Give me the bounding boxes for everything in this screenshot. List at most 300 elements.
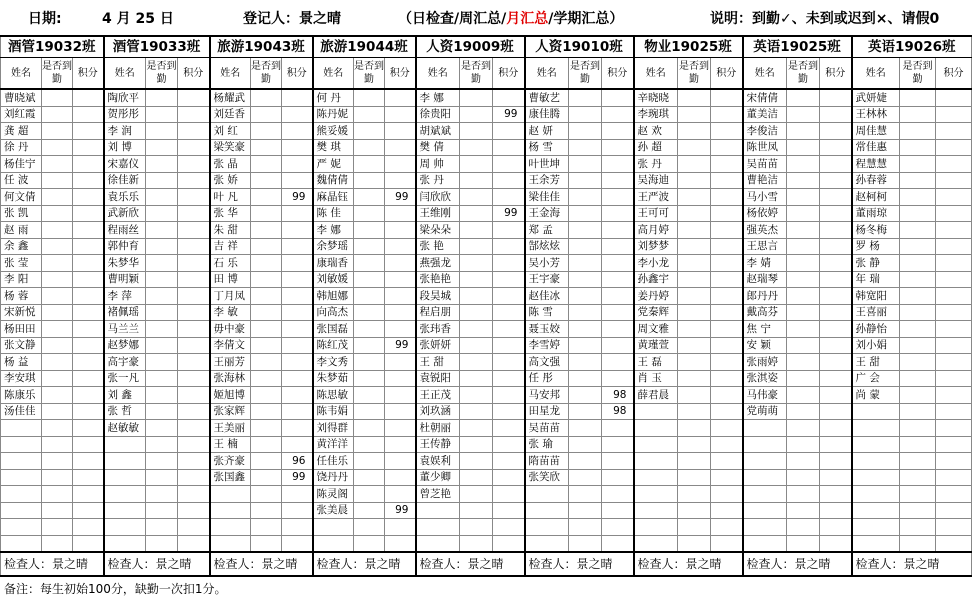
student-name-cell[interactable]: [416, 519, 460, 536]
student-name-cell[interactable]: 董雨琼: [852, 205, 900, 222]
attendance-cell[interactable]: [900, 255, 936, 272]
student-name-cell[interactable]: 袁娱利: [416, 453, 460, 470]
score-cell[interactable]: [936, 535, 972, 552]
score-cell[interactable]: [385, 222, 416, 239]
attendance-cell[interactable]: [678, 453, 711, 470]
score-cell[interactable]: [602, 271, 634, 288]
student-name-cell[interactable]: 王 甜: [416, 354, 460, 371]
student-name-cell[interactable]: 任 彤: [525, 370, 569, 387]
student-name-cell[interactable]: 王 甜: [852, 354, 900, 371]
student-name-cell[interactable]: 广 会: [852, 370, 900, 387]
score-cell[interactable]: [602, 519, 634, 536]
attendance-cell[interactable]: [787, 89, 820, 106]
score-cell[interactable]: [936, 288, 972, 305]
attendance-cell[interactable]: [251, 304, 282, 321]
student-name-cell[interactable]: [525, 535, 569, 552]
attendance-cell[interactable]: [569, 106, 602, 123]
score-cell[interactable]: [73, 238, 104, 255]
attendance-cell[interactable]: [460, 420, 493, 437]
attendance-cell[interactable]: [569, 519, 602, 536]
score-cell[interactable]: [711, 139, 743, 156]
attendance-cell[interactable]: [678, 89, 711, 106]
score-cell[interactable]: [73, 403, 104, 420]
score-cell[interactable]: [493, 354, 525, 371]
student-name-cell[interactable]: [743, 519, 787, 536]
attendance-cell[interactable]: [787, 123, 820, 140]
score-cell[interactable]: [711, 106, 743, 123]
student-name-cell[interactable]: 梁朵朵: [416, 222, 460, 239]
attendance-cell[interactable]: [251, 106, 282, 123]
score-cell[interactable]: [820, 255, 852, 272]
student-name-cell[interactable]: [743, 469, 787, 486]
student-name-cell[interactable]: 赵敏敏: [104, 420, 146, 437]
attendance-cell[interactable]: [900, 123, 936, 140]
score-cell[interactable]: [73, 304, 104, 321]
score-cell[interactable]: [493, 238, 525, 255]
student-name-cell[interactable]: [634, 420, 678, 437]
student-name-cell[interactable]: 王喜丽: [852, 304, 900, 321]
attendance-cell[interactable]: [900, 436, 936, 453]
score-cell[interactable]: [493, 156, 525, 173]
attendance-cell[interactable]: [146, 271, 178, 288]
score-cell[interactable]: [73, 89, 104, 106]
score-cell[interactable]: [282, 354, 313, 371]
attendance-cell[interactable]: [569, 222, 602, 239]
student-name-cell[interactable]: [634, 403, 678, 420]
attendance-cell[interactable]: [354, 205, 385, 222]
score-cell[interactable]: [282, 106, 313, 123]
student-name-cell[interactable]: [1, 436, 42, 453]
attendance-cell[interactable]: [569, 288, 602, 305]
student-name-cell[interactable]: [104, 519, 146, 536]
student-name-cell[interactable]: 杜朝丽: [416, 420, 460, 437]
score-cell[interactable]: [936, 337, 972, 354]
score-cell[interactable]: [602, 189, 634, 206]
student-name-cell[interactable]: 赵 妍: [525, 123, 569, 140]
attendance-cell[interactable]: [678, 238, 711, 255]
student-name-cell[interactable]: 张妍妍: [416, 337, 460, 354]
score-cell[interactable]: [936, 502, 972, 519]
score-cell[interactable]: [602, 304, 634, 321]
score-cell[interactable]: [493, 271, 525, 288]
score-cell[interactable]: [178, 321, 210, 338]
score-cell[interactable]: [936, 370, 972, 387]
student-name-cell[interactable]: 赵佳冰: [525, 288, 569, 305]
student-name-cell[interactable]: [634, 453, 678, 470]
attendance-cell[interactable]: [678, 486, 711, 503]
attendance-cell[interactable]: [900, 453, 936, 470]
score-cell[interactable]: [282, 337, 313, 354]
score-cell[interactable]: [820, 304, 852, 321]
student-name-cell[interactable]: [852, 486, 900, 503]
attendance-cell[interactable]: [460, 337, 493, 354]
attendance-cell[interactable]: [146, 238, 178, 255]
attendance-cell[interactable]: [787, 387, 820, 404]
attendance-cell[interactable]: [678, 189, 711, 206]
score-cell[interactable]: [282, 156, 313, 173]
attendance-cell[interactable]: [354, 106, 385, 123]
student-name-cell[interactable]: 刘红霞: [1, 106, 42, 123]
student-name-cell[interactable]: 曹明颖: [104, 271, 146, 288]
score-cell[interactable]: [73, 106, 104, 123]
attendance-cell[interactable]: [900, 535, 936, 552]
student-name-cell[interactable]: [634, 469, 678, 486]
student-name-cell[interactable]: 李 润: [104, 123, 146, 140]
attendance-cell[interactable]: [146, 337, 178, 354]
student-name-cell[interactable]: 张 哲: [104, 403, 146, 420]
attendance-cell[interactable]: [354, 123, 385, 140]
attendance-cell[interactable]: [146, 189, 178, 206]
attendance-cell[interactable]: [460, 139, 493, 156]
score-cell[interactable]: [282, 304, 313, 321]
score-cell[interactable]: [385, 205, 416, 222]
score-cell[interactable]: [493, 172, 525, 189]
attendance-cell[interactable]: [787, 469, 820, 486]
student-name-cell[interactable]: 吴小芳: [525, 255, 569, 272]
student-name-cell[interactable]: 李 娜: [313, 222, 354, 239]
student-name-cell[interactable]: 张 凯: [1, 205, 42, 222]
attendance-cell[interactable]: [354, 189, 385, 206]
attendance-cell[interactable]: [678, 420, 711, 437]
score-cell[interactable]: [178, 420, 210, 437]
attendance-cell[interactable]: [678, 337, 711, 354]
attendance-cell[interactable]: [460, 535, 493, 552]
attendance-cell[interactable]: [42, 222, 73, 239]
student-name-cell[interactable]: 李俊洁: [743, 123, 787, 140]
score-cell[interactable]: [385, 139, 416, 156]
student-name-cell[interactable]: 叶世坤: [525, 156, 569, 173]
attendance-cell[interactable]: [146, 453, 178, 470]
attendance-cell[interactable]: [900, 238, 936, 255]
score-cell[interactable]: [820, 436, 852, 453]
score-cell[interactable]: [936, 321, 972, 338]
attendance-cell[interactable]: [460, 89, 493, 106]
student-name-cell[interactable]: 常佳惠: [852, 139, 900, 156]
score-cell[interactable]: [178, 502, 210, 519]
student-name-cell[interactable]: 王维刚: [416, 205, 460, 222]
score-cell[interactable]: [711, 255, 743, 272]
attendance-cell[interactable]: [900, 139, 936, 156]
attendance-cell[interactable]: [569, 205, 602, 222]
attendance-cell[interactable]: [251, 222, 282, 239]
attendance-cell[interactable]: [146, 222, 178, 239]
attendance-cell[interactable]: [569, 502, 602, 519]
score-cell[interactable]: [493, 436, 525, 453]
student-name-cell[interactable]: 张海林: [210, 370, 251, 387]
score-cell[interactable]: [602, 123, 634, 140]
score-cell[interactable]: [282, 271, 313, 288]
score-cell[interactable]: [936, 436, 972, 453]
student-name-cell[interactable]: [743, 453, 787, 470]
score-cell[interactable]: 96: [282, 453, 313, 470]
score-cell[interactable]: [936, 255, 972, 272]
score-cell[interactable]: [178, 469, 210, 486]
attendance-cell[interactable]: [354, 370, 385, 387]
student-name-cell[interactable]: [525, 519, 569, 536]
attendance-cell[interactable]: [678, 255, 711, 272]
student-name-cell[interactable]: 李倩文: [210, 337, 251, 354]
score-cell[interactable]: [385, 255, 416, 272]
student-name-cell[interactable]: 王严波: [634, 189, 678, 206]
student-name-cell[interactable]: 黄瑾萱: [634, 337, 678, 354]
score-cell[interactable]: [282, 387, 313, 404]
score-cell[interactable]: 98: [602, 387, 634, 404]
student-name-cell[interactable]: 党秦辉: [634, 304, 678, 321]
student-name-cell[interactable]: 石 乐: [210, 255, 251, 272]
attendance-cell[interactable]: [678, 469, 711, 486]
student-name-cell[interactable]: [743, 535, 787, 552]
score-cell[interactable]: [73, 255, 104, 272]
student-name-cell[interactable]: 聂玉姣: [525, 321, 569, 338]
score-cell[interactable]: [178, 387, 210, 404]
student-name-cell[interactable]: 吴苗苗: [743, 156, 787, 173]
attendance-cell[interactable]: [569, 403, 602, 420]
attendance-cell[interactable]: [460, 387, 493, 404]
attendance-cell[interactable]: [42, 519, 73, 536]
student-name-cell[interactable]: 王可可: [634, 205, 678, 222]
student-name-cell[interactable]: [634, 486, 678, 503]
score-cell[interactable]: [936, 156, 972, 173]
score-cell[interactable]: [602, 420, 634, 437]
student-name-cell[interactable]: 向高杰: [313, 304, 354, 321]
score-cell[interactable]: [385, 486, 416, 503]
score-cell[interactable]: [282, 222, 313, 239]
score-cell[interactable]: [385, 123, 416, 140]
score-cell[interactable]: [820, 486, 852, 503]
student-name-cell[interactable]: 年 瑞: [852, 271, 900, 288]
student-name-cell[interactable]: 任佳乐: [313, 453, 354, 470]
student-name-cell[interactable]: 刘小娟: [852, 337, 900, 354]
student-name-cell[interactable]: 贺彤彤: [104, 106, 146, 123]
student-name-cell[interactable]: 张艳艳: [416, 271, 460, 288]
attendance-cell[interactable]: [787, 436, 820, 453]
attendance-cell[interactable]: [569, 89, 602, 106]
attendance-cell[interactable]: [787, 420, 820, 437]
score-cell[interactable]: [178, 403, 210, 420]
student-name-cell[interactable]: 张 静: [852, 255, 900, 272]
attendance-cell[interactable]: [354, 222, 385, 239]
attendance-cell[interactable]: [42, 288, 73, 305]
student-name-cell[interactable]: [1, 469, 42, 486]
score-cell[interactable]: [711, 354, 743, 371]
score-cell[interactable]: [282, 288, 313, 305]
score-cell[interactable]: [602, 156, 634, 173]
student-name-cell[interactable]: [852, 469, 900, 486]
student-name-cell[interactable]: 赵柯柯: [852, 189, 900, 206]
student-name-cell[interactable]: 马伟豪: [743, 387, 787, 404]
attendance-cell[interactable]: [900, 189, 936, 206]
attendance-cell[interactable]: [900, 106, 936, 123]
score-cell[interactable]: [282, 238, 313, 255]
score-cell[interactable]: [73, 519, 104, 536]
student-name-cell[interactable]: 武妍婕: [852, 89, 900, 106]
score-cell[interactable]: [711, 502, 743, 519]
attendance-cell[interactable]: [678, 535, 711, 552]
student-name-cell[interactable]: 张 晶: [210, 156, 251, 173]
attendance-cell[interactable]: [900, 172, 936, 189]
student-name-cell[interactable]: [1, 502, 42, 519]
score-cell[interactable]: [820, 354, 852, 371]
score-cell[interactable]: [711, 123, 743, 140]
attendance-cell[interactable]: [251, 156, 282, 173]
score-cell[interactable]: [711, 486, 743, 503]
attendance-cell[interactable]: [787, 453, 820, 470]
attendance-cell[interactable]: [42, 255, 73, 272]
student-name-cell[interactable]: 周佳慧: [852, 123, 900, 140]
attendance-cell[interactable]: [787, 238, 820, 255]
student-name-cell[interactable]: 郎丹丹: [743, 288, 787, 305]
student-name-cell[interactable]: 刘 博: [104, 139, 146, 156]
score-cell[interactable]: [936, 189, 972, 206]
student-name-cell[interactable]: [416, 535, 460, 552]
student-name-cell[interactable]: 赵瑞琴: [743, 271, 787, 288]
student-name-cell[interactable]: 刘 红: [210, 123, 251, 140]
score-cell[interactable]: [493, 403, 525, 420]
score-cell[interactable]: [73, 321, 104, 338]
score-cell[interactable]: [493, 123, 525, 140]
attendance-cell[interactable]: [900, 288, 936, 305]
score-cell[interactable]: [711, 172, 743, 189]
student-name-cell[interactable]: 王金海: [525, 205, 569, 222]
student-name-cell[interactable]: 朱 甜: [210, 222, 251, 239]
student-name-cell[interactable]: 何 丹: [313, 89, 354, 106]
attendance-cell[interactable]: [787, 271, 820, 288]
attendance-cell[interactable]: [787, 288, 820, 305]
attendance-cell[interactable]: [678, 271, 711, 288]
student-name-cell[interactable]: 韩旭娜: [313, 288, 354, 305]
student-name-cell[interactable]: 宋嘉仪: [104, 156, 146, 173]
attendance-cell[interactable]: [42, 535, 73, 552]
student-name-cell[interactable]: 姜丹婷: [634, 288, 678, 305]
attendance-cell[interactable]: [787, 370, 820, 387]
student-name-cell[interactable]: [852, 436, 900, 453]
student-name-cell[interactable]: 杨耀武: [210, 89, 251, 106]
attendance-cell[interactable]: [569, 238, 602, 255]
score-cell[interactable]: [711, 337, 743, 354]
attendance-cell[interactable]: [569, 255, 602, 272]
score-cell[interactable]: 98: [602, 403, 634, 420]
score-cell[interactable]: [178, 453, 210, 470]
score-cell[interactable]: [73, 436, 104, 453]
student-name-cell[interactable]: 汤佳佳: [1, 403, 42, 420]
score-cell[interactable]: [602, 205, 634, 222]
attendance-cell[interactable]: [42, 205, 73, 222]
student-name-cell[interactable]: 尚 蒙: [852, 387, 900, 404]
score-cell[interactable]: [493, 502, 525, 519]
student-name-cell[interactable]: 王丽芳: [210, 354, 251, 371]
score-cell[interactable]: [178, 519, 210, 536]
student-name-cell[interactable]: 张玮香: [416, 321, 460, 338]
score-cell[interactable]: [178, 106, 210, 123]
student-name-cell[interactable]: 田星龙: [525, 403, 569, 420]
attendance-cell[interactable]: [787, 189, 820, 206]
student-name-cell[interactable]: 高宇豪: [104, 354, 146, 371]
attendance-cell[interactable]: [460, 321, 493, 338]
student-name-cell[interactable]: 戴高芬: [743, 304, 787, 321]
score-cell[interactable]: [385, 271, 416, 288]
attendance-cell[interactable]: [787, 403, 820, 420]
score-cell[interactable]: [282, 403, 313, 420]
attendance-cell[interactable]: [146, 156, 178, 173]
score-cell[interactable]: [73, 453, 104, 470]
score-cell[interactable]: [602, 106, 634, 123]
student-name-cell[interactable]: 曹晓斌: [1, 89, 42, 106]
attendance-cell[interactable]: [787, 304, 820, 321]
student-name-cell[interactable]: 段昊城: [416, 288, 460, 305]
score-cell[interactable]: [493, 420, 525, 437]
student-name-cell[interactable]: [525, 486, 569, 503]
attendance-cell[interactable]: [146, 172, 178, 189]
student-name-cell[interactable]: 李 阳: [1, 271, 42, 288]
score-cell[interactable]: [820, 89, 852, 106]
student-name-cell[interactable]: 樊 倩: [416, 139, 460, 156]
student-name-cell[interactable]: [1, 519, 42, 536]
score-cell[interactable]: [178, 222, 210, 239]
student-name-cell[interactable]: 叶 凡: [210, 189, 251, 206]
student-name-cell[interactable]: 刘得群: [313, 420, 354, 437]
attendance-cell[interactable]: [42, 172, 73, 189]
score-cell[interactable]: [820, 238, 852, 255]
score-cell[interactable]: [73, 387, 104, 404]
attendance-cell[interactable]: [354, 238, 385, 255]
score-cell[interactable]: [493, 189, 525, 206]
score-cell[interactable]: [820, 123, 852, 140]
score-cell[interactable]: [178, 189, 210, 206]
score-cell[interactable]: [820, 502, 852, 519]
student-name-cell[interactable]: 赵 雨: [1, 222, 42, 239]
attendance-cell[interactable]: [787, 139, 820, 156]
attendance-cell[interactable]: [900, 304, 936, 321]
attendance-cell[interactable]: [146, 123, 178, 140]
score-cell[interactable]: [602, 502, 634, 519]
attendance-cell[interactable]: [146, 387, 178, 404]
attendance-cell[interactable]: [251, 89, 282, 106]
student-name-cell[interactable]: 张美晨: [313, 502, 354, 519]
attendance-cell[interactable]: [146, 89, 178, 106]
student-name-cell[interactable]: 程启朋: [416, 304, 460, 321]
attendance-cell[interactable]: [251, 205, 282, 222]
attendance-cell[interactable]: [42, 89, 73, 106]
student-name-cell[interactable]: 李琬琪: [634, 106, 678, 123]
student-name-cell[interactable]: 陈丹妮: [313, 106, 354, 123]
score-cell[interactable]: [602, 139, 634, 156]
score-cell[interactable]: 99: [282, 469, 313, 486]
attendance-cell[interactable]: [354, 172, 385, 189]
attendance-cell[interactable]: [569, 337, 602, 354]
attendance-cell[interactable]: [569, 420, 602, 437]
score-cell[interactable]: [820, 519, 852, 536]
score-cell[interactable]: [711, 387, 743, 404]
attendance-cell[interactable]: [42, 238, 73, 255]
score-cell[interactable]: [178, 271, 210, 288]
student-name-cell[interactable]: 吉 祥: [210, 238, 251, 255]
student-name-cell[interactable]: 李 婧: [743, 255, 787, 272]
attendance-cell[interactable]: [787, 337, 820, 354]
attendance-cell[interactable]: [569, 535, 602, 552]
student-name-cell[interactable]: 陈灵阁: [313, 486, 354, 503]
attendance-cell[interactable]: [569, 172, 602, 189]
student-name-cell[interactable]: 陈康乐: [1, 387, 42, 404]
attendance-cell[interactable]: [569, 321, 602, 338]
student-name-cell[interactable]: [743, 436, 787, 453]
student-name-cell[interactable]: 饶丹丹: [313, 469, 354, 486]
score-cell[interactable]: [602, 222, 634, 239]
score-cell[interactable]: [282, 321, 313, 338]
score-cell[interactable]: [385, 238, 416, 255]
student-name-cell[interactable]: [104, 502, 146, 519]
attendance-cell[interactable]: [354, 304, 385, 321]
score-cell[interactable]: [73, 123, 104, 140]
